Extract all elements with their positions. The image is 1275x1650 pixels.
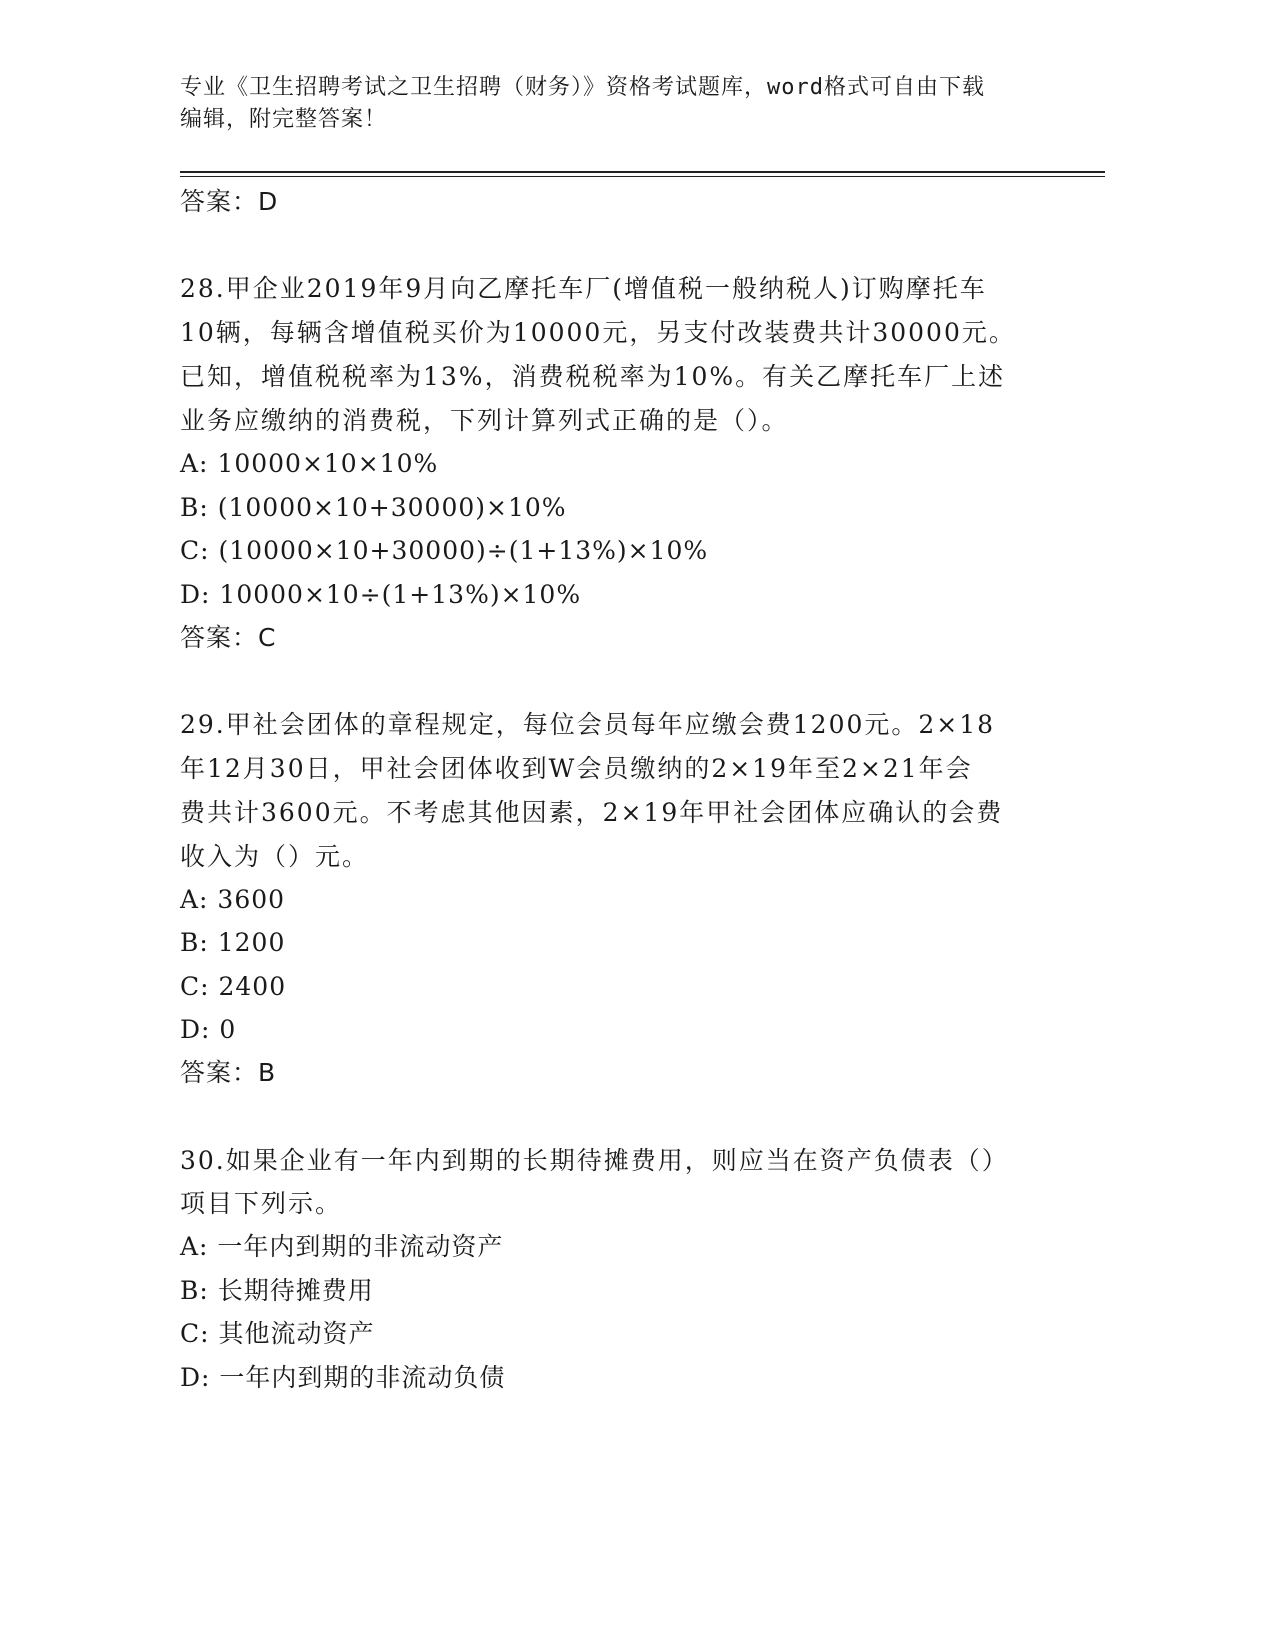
answer-q29: 答案：B [180, 1058, 277, 1087]
question-29-option-a: A: 3600 [180, 885, 286, 914]
question-29-line-2: 年12月30日，甲社会团体收到W会员缴纳的2×19年至2×21年会 [180, 754, 973, 783]
question-29-option-c: C: 2400 [180, 972, 287, 1001]
question-29-option-b: B: 1200 [180, 928, 286, 957]
question-30-option-b: B: 长期待摊费用 [180, 1276, 374, 1305]
question-30-line-1: 30.如果企业有一年内到期的长期待摊费用，则应当在资产负债表（） [180, 1146, 1009, 1175]
question-30-option-d: D: 一年内到期的非流动负债 [180, 1363, 506, 1392]
header-rule-thin [180, 176, 1105, 177]
answer-q27: 答案：D [180, 187, 279, 216]
question-30-option-c: C: 其他流动资产 [180, 1319, 375, 1348]
question-29-line-3: 费共计3600元。不考虑其他因素，2×19年甲社会团体应确认的会费 [180, 798, 1004, 827]
question-28-option-d: D: 10000×10÷(1+13%)×10% [180, 580, 582, 609]
question-29-line-1: 29.甲社会团体的章程规定，每位会员每年应缴会费1200元。2×18 [180, 710, 996, 739]
question-28-option-c: C: (10000×10+30000)÷(1+13%)×10% [180, 536, 709, 565]
question-29-option-d: D: 0 [180, 1015, 237, 1044]
question-28-line-4: 业务应缴纳的消费税，下列计算列式正确的是（）。 [180, 406, 789, 435]
question-28-option-a: A: 10000×10×10% [180, 449, 439, 478]
question-30-option-a: A: 一年内到期的非流动资产 [180, 1232, 504, 1261]
header-line-2: 编辑，附完整答案！ [180, 107, 388, 132]
question-28-line-1: 28.甲企业2019年9月向乙摩托车厂(增值税一般纳税人)订购摩托车 [180, 274, 987, 303]
answer-q28: 答案：C [180, 623, 277, 652]
document-header [180, 72, 1060, 136]
question-30-line-2: 项目下列示。 [180, 1189, 343, 1218]
question-28-option-b: B: (10000×10+30000)×10% [180, 493, 567, 522]
header-line-1: 专业《卫生招聘考试之卫生招聘（财务）》资格考试题库，word格式可自由下载 [180, 75, 985, 100]
question-28-line-3: 已知，增值税税率为13%，消费税税率为10%。有关乙摩托车厂上述 [180, 362, 1006, 391]
header-rule-thick [180, 171, 1105, 173]
question-29-line-4: 收入为（）元。 [180, 842, 370, 871]
question-28-line-2: 10辆，每辆含增值税买价为10000元，另支付改装费共计30000元。 [180, 318, 1016, 347]
